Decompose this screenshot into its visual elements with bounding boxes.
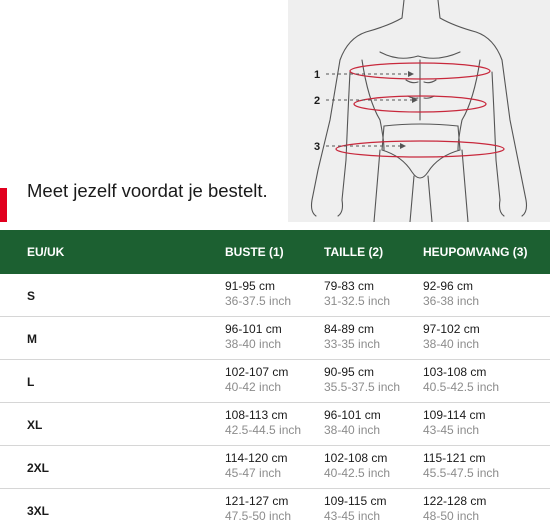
buste-inch: 40-42 inch	[225, 380, 282, 394]
heup-cm: 92-96 cm	[423, 279, 474, 293]
buste-cm: 121-127 cm	[225, 494, 289, 508]
table-row	[0, 446, 550, 489]
heup-inch: 45.5-47.5 inch	[423, 466, 500, 480]
header-buste: BUSTE (1)	[225, 245, 284, 259]
marker-2: 2	[314, 95, 321, 107]
marker-1: 1	[314, 69, 321, 81]
heup-cm: 115-121 cm	[423, 451, 486, 465]
table-row	[0, 489, 550, 531]
marker-3: 3	[314, 141, 321, 153]
buste-inch: 36-37.5 inch	[225, 294, 292, 308]
buste-inch: 47.5-50 inch	[225, 509, 292, 523]
table-row	[0, 403, 550, 446]
taille-inch: 43-45 inch	[324, 509, 381, 523]
size-label: 3XL	[27, 504, 50, 518]
size-label: S	[27, 289, 36, 303]
taille-cm: 90-95 cm	[324, 365, 375, 379]
buste-inch: 38-40 inch	[225, 337, 282, 351]
size-table-header	[0, 230, 550, 274]
taille-inch: 40-42.5 inch	[324, 466, 391, 480]
header-eu-uk: EU/UK	[27, 245, 65, 259]
accent-bar	[0, 188, 7, 222]
body-measurement-illustration	[288, 0, 550, 222]
taille-cm: 79-83 cm	[324, 279, 375, 293]
header-taille: TAILLE (2)	[324, 245, 384, 259]
taille-cm: 102-108 cm	[324, 451, 388, 465]
heup-inch: 43-45 inch	[423, 423, 480, 437]
buste-inch: 42.5-44.5 inch	[225, 423, 302, 437]
table-row	[0, 274, 550, 317]
heup-inch: 40.5-42.5 inch	[423, 380, 500, 394]
size-label: XL	[27, 418, 43, 432]
size-label: M	[27, 332, 37, 346]
size-label: 2XL	[27, 461, 50, 475]
heup-cm: 122-128 cm	[423, 494, 487, 508]
size-label: L	[27, 375, 35, 389]
taille-inch: 33-35 inch	[324, 337, 381, 351]
hip-measure-ellipse	[336, 141, 504, 157]
taille-inch: 31-32.5 inch	[324, 294, 391, 308]
table-row	[0, 360, 550, 403]
buste-cm: 102-107 cm	[225, 365, 289, 379]
heup-cm: 109-114 cm	[423, 408, 486, 422]
taille-cm: 96-101 cm	[324, 408, 381, 422]
heup-inch: 38-40 inch	[423, 337, 480, 351]
heup-inch: 36-38 inch	[423, 294, 480, 308]
buste-cm: 114-120 cm	[225, 451, 288, 465]
buste-cm: 91-95 cm	[225, 279, 276, 293]
buste-cm: 96-101 cm	[225, 322, 282, 336]
taille-inch: 38-40 inch	[324, 423, 381, 437]
heup-inch: 48-50 inch	[423, 509, 480, 523]
heup-cm: 97-102 cm	[423, 322, 480, 336]
heup-cm: 103-108 cm	[423, 365, 487, 379]
taille-inch: 35.5-37.5 inch	[324, 380, 401, 394]
buste-inch: 45-47 inch	[225, 466, 282, 480]
buste-cm: 108-113 cm	[225, 408, 288, 422]
header-heupomvang: HEUPOMVANG (3)	[423, 245, 528, 259]
page-heading: Meet jezelf voordat je bestelt.	[27, 180, 268, 201]
body-outline-figure	[288, 0, 550, 222]
taille-cm: 84-89 cm	[324, 322, 375, 336]
taille-cm: 109-115 cm	[324, 494, 387, 508]
table-row	[0, 317, 550, 360]
